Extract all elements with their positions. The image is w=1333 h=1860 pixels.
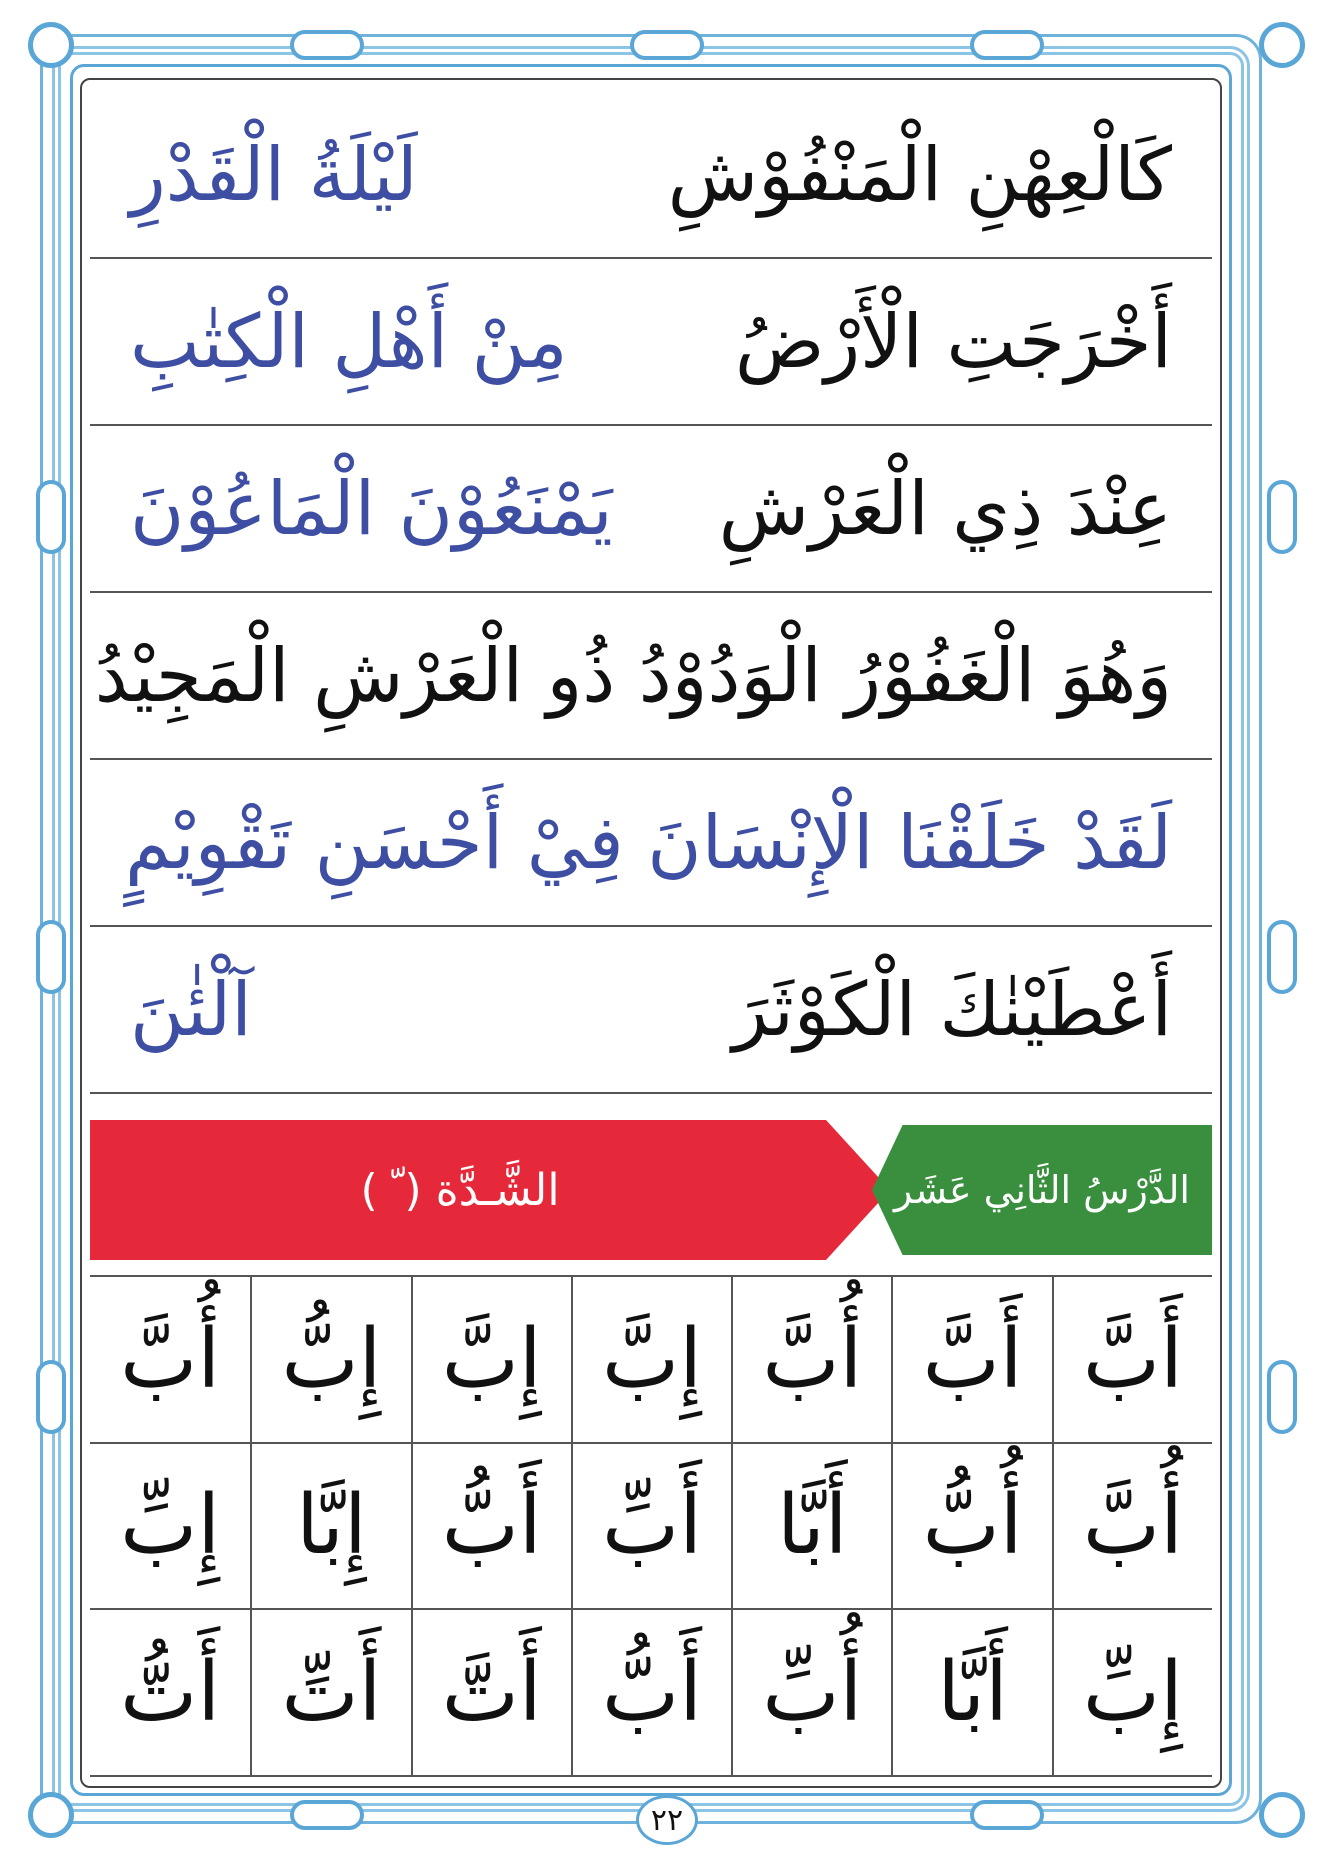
letter-cell: أُبِّ bbox=[731, 1610, 891, 1777]
lesson-title: الشَّـدَّة ( ّ ) bbox=[360, 1164, 560, 1216]
letter-grid bbox=[90, 1275, 1212, 1777]
word-phrase: لَقَدْ خَلَقْنَا الْإِنْسَانَ فِيْ أَحْسَنِ تَقْوِيْمٍ bbox=[124, 799, 1172, 886]
letter-cell: إِبُّ bbox=[250, 1277, 410, 1444]
letter-cell: أُبَّ bbox=[90, 1277, 250, 1444]
letter-cell: أَبُّ bbox=[411, 1444, 571, 1611]
letter-cell: أَبُّ bbox=[571, 1610, 731, 1777]
letter-cell: أَبَّ bbox=[1052, 1277, 1212, 1444]
frame-knot-ornament bbox=[36, 1360, 66, 1434]
letter-cell: أَبَّ bbox=[891, 1277, 1051, 1444]
corner-ornament bbox=[28, 1792, 74, 1838]
frame-knot-ornament bbox=[36, 920, 66, 994]
word-phrase: لَيْلَةُ الْقَدْرِ bbox=[130, 131, 418, 218]
letter-cell: إِبِّ bbox=[1052, 1610, 1212, 1777]
lesson-banner bbox=[90, 1120, 1212, 1260]
lesson-label: الدَّرْسُ الثَّانِي عَشَر bbox=[894, 1168, 1190, 1212]
frame-knot-ornament bbox=[970, 30, 1044, 60]
letter-cell: أَتِّ bbox=[250, 1610, 410, 1777]
word-phrase: مِنْ أَهْلِ الْكِتٰبِ bbox=[130, 298, 568, 385]
frame-knot-ornament bbox=[630, 30, 704, 60]
corner-ornament bbox=[1259, 1792, 1305, 1838]
frame-knot-ornament bbox=[1267, 920, 1297, 994]
letter-cell: إِبَّا bbox=[250, 1444, 410, 1611]
letter-cell: إِبَّ bbox=[571, 1277, 731, 1444]
letter-cell: أُبُّ bbox=[891, 1444, 1051, 1611]
letter-cell: أَبَّا bbox=[731, 1444, 891, 1611]
word-phrase: أَخْرَجَتِ الْأَرْضُ bbox=[734, 298, 1172, 385]
word-phrase: كَالْعِهْنِ الْمَنْفُوْشِ bbox=[667, 131, 1172, 218]
letter-cell: إِبَّ bbox=[411, 1277, 571, 1444]
page-number: ٢٢ bbox=[636, 1795, 698, 1845]
word-rows bbox=[90, 92, 1212, 1094]
word-phrase: أَعْطَيْنٰكَ الْكَوْثَرَ bbox=[732, 966, 1172, 1053]
word-row bbox=[90, 426, 1212, 593]
letter-cell: أُبَّ bbox=[731, 1277, 891, 1444]
letter-cell: أَبَّا bbox=[891, 1610, 1051, 1777]
frame-knot-ornament bbox=[970, 1800, 1044, 1830]
corner-ornament bbox=[1259, 22, 1305, 68]
word-row bbox=[90, 760, 1212, 927]
letter-cell: إِبِّ bbox=[90, 1444, 250, 1611]
letter-cell: أَتَّ bbox=[411, 1610, 571, 1777]
letter-cell: أَبِّ bbox=[571, 1444, 731, 1611]
word-row bbox=[90, 259, 1212, 426]
corner-ornament bbox=[28, 22, 74, 68]
frame-knot-ornament bbox=[290, 1800, 364, 1830]
letter-cell: أَتُّ bbox=[90, 1610, 250, 1777]
word-row bbox=[90, 92, 1212, 259]
frame-knot-ornament bbox=[290, 30, 364, 60]
frame-knot-ornament bbox=[1267, 1360, 1297, 1434]
letter-cell: أُبَّ bbox=[1052, 1444, 1212, 1611]
word-phrase: عِنْدَ ذِي الْعَرْشِ bbox=[718, 465, 1172, 552]
word-phrase: وَهُوَ الْغَفُوْرُ الْوَدُوْدُ ذُو الْعَرْشِ الْمَجِيْدُ bbox=[94, 632, 1172, 719]
word-phrase: يَمْنَعُوْنَ الْمَاعُوْنَ bbox=[130, 465, 613, 552]
word-phrase: آلْئٰنَ bbox=[130, 966, 252, 1053]
word-row bbox=[90, 593, 1212, 760]
frame-knot-ornament bbox=[1267, 480, 1297, 554]
word-row bbox=[90, 927, 1212, 1094]
frame-knot-ornament bbox=[36, 480, 66, 554]
